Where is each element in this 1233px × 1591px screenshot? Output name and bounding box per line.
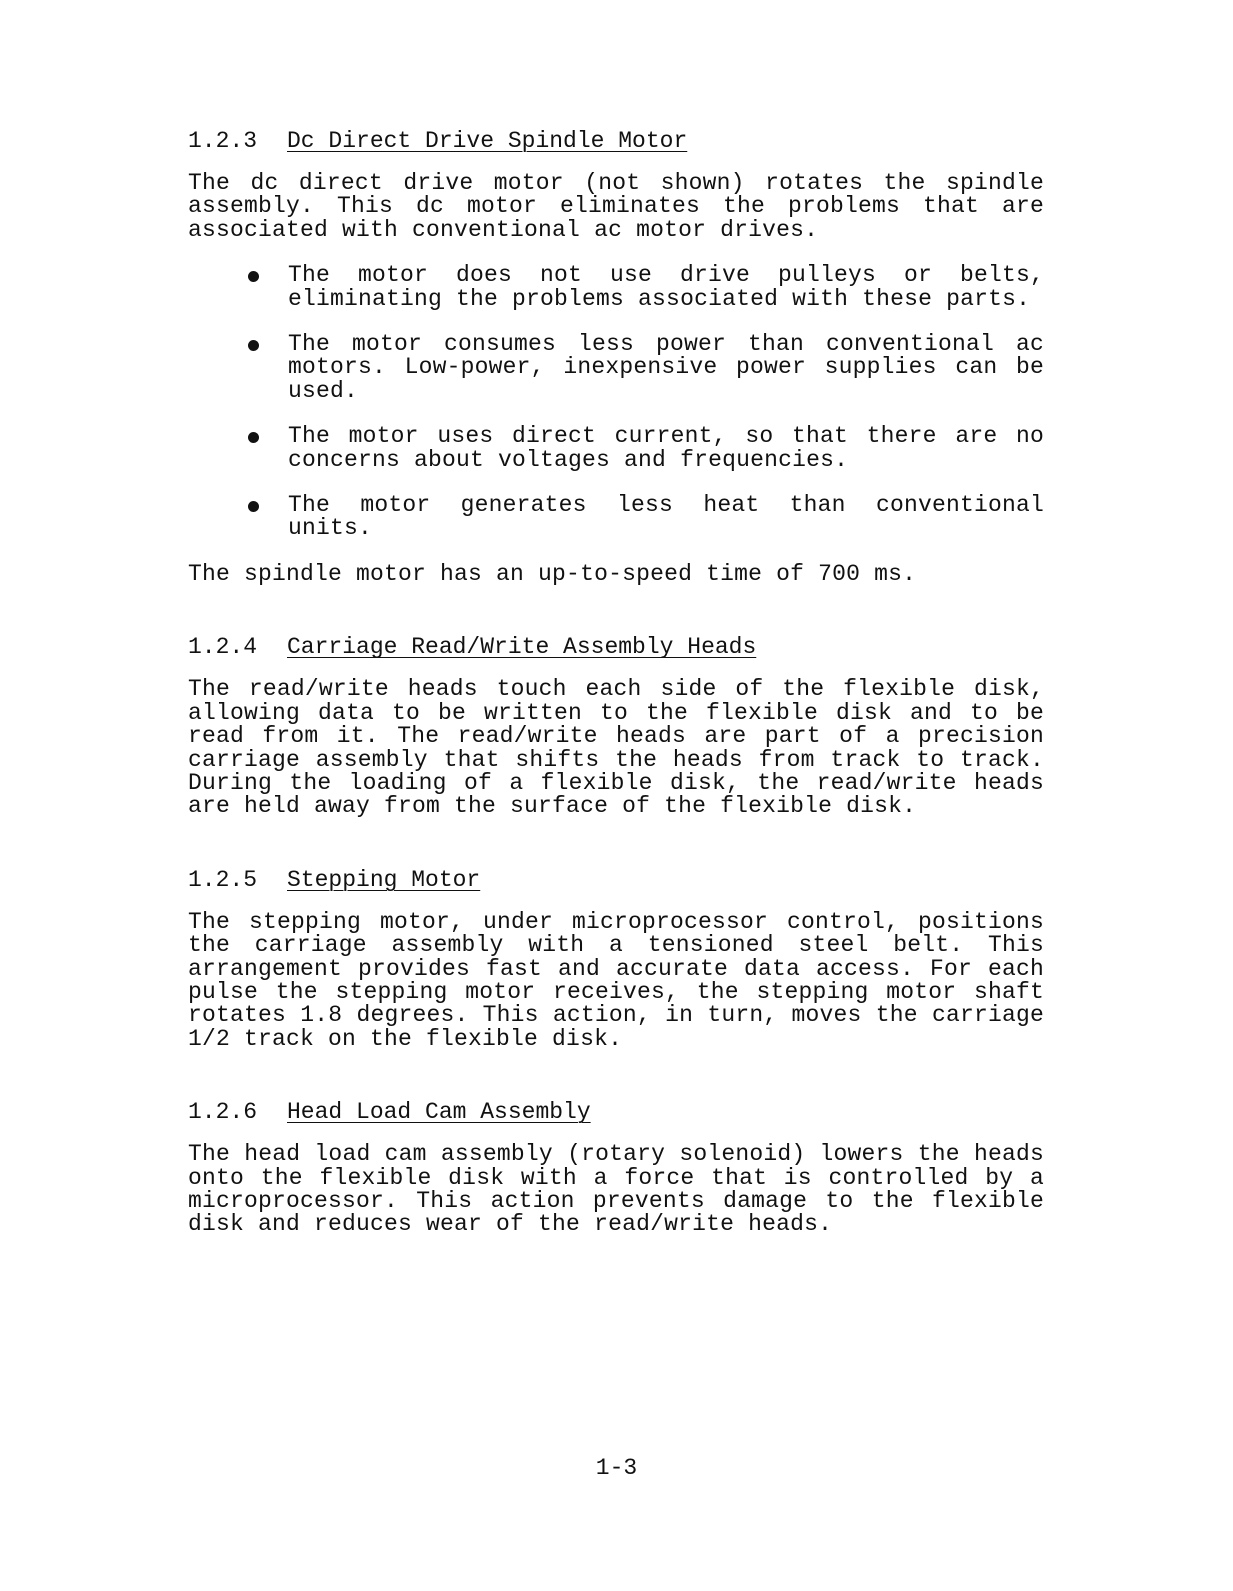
section-heading-1-2-5 bbox=[188, 867, 1044, 893]
section-title: Carriage Read/Write Assembly Heads bbox=[287, 634, 757, 661]
bullet-item bbox=[188, 264, 1044, 311]
feature-bullet-list bbox=[188, 264, 1044, 541]
bullet-item bbox=[188, 494, 1044, 541]
section-body-paragraph: The read/write heads touch each side of the flexible disk, allowing data to be written to the flexible disk and to be read from it. The read/write heads are part of a precision carriage assembly that shifts the heads from track to track. During the loading of a flexible disk, the read/write heads are held away from the surface of the flexible disk. bbox=[188, 676, 1044, 820]
document-page bbox=[188, 128, 1044, 1237]
bullet-text: The motor generates less heat than conventional units. bbox=[288, 492, 1044, 542]
section-closing-paragraph: The spindle motor has an up-to-speed time of 700 ms. bbox=[188, 560, 917, 587]
section-body-paragraph: The stepping motor, under microprocessor control, positions the carriage assembly with a tensioned steel belt. This arrangement provides fast and accurate data access. For each pulse the stepping motor receives, the stepping motor shaft rotates 1.8 degrees. This action, in turn, moves the carriage 1/2 track on the flexible disk. bbox=[188, 908, 1044, 1052]
bullet-text: The motor uses direct current, so that there are no concerns about voltages and frequencies. bbox=[288, 423, 1044, 473]
section-number: 1.2.6 bbox=[188, 1099, 258, 1126]
section-intro-paragraph: The dc direct drive motor (not shown) rotates the spindle assembly. This dc motor eliminates the problems that are associated with conventional ac motor drives. bbox=[188, 170, 1044, 243]
bullet-dot-icon bbox=[248, 340, 259, 351]
section-number: 1.2.3 bbox=[188, 128, 258, 154]
section-title: Head Load Cam Assembly bbox=[287, 1099, 591, 1126]
section-title: Stepping Motor bbox=[287, 866, 481, 893]
page-number: 1-3 bbox=[595, 1455, 638, 1481]
bullet-dot-icon bbox=[248, 271, 259, 282]
bullet-text: The motor consumes less power than conventional ac motors. Low-power, inexpensive power supplies can be used. bbox=[288, 331, 1044, 404]
bullet-text: The motor does not use drive pulleys or belts, eliminating the problems associated with these parts. bbox=[288, 262, 1044, 312]
section-title: Dc Direct Drive Spindle Motor bbox=[287, 128, 688, 154]
section-heading-1-2-4 bbox=[188, 634, 1044, 660]
section-number: 1.2.5 bbox=[188, 866, 258, 893]
bullet-item bbox=[188, 425, 1044, 472]
section-heading-1-2-6 bbox=[188, 1099, 1044, 1125]
bullet-dot-icon bbox=[248, 432, 259, 443]
section-number: 1.2.4 bbox=[188, 634, 258, 661]
bullet-item bbox=[188, 333, 1044, 403]
section-body-paragraph: The head load cam assembly (rotary solenoid) lowers the heads onto the flexible disk with a force that is controlled by a microprocessor. This action prevents damage to the flexible disk and reduces wear of the read/write heads. bbox=[188, 1141, 1044, 1238]
bullet-dot-icon bbox=[248, 501, 259, 512]
section-heading-1-2-3 bbox=[188, 128, 1044, 154]
